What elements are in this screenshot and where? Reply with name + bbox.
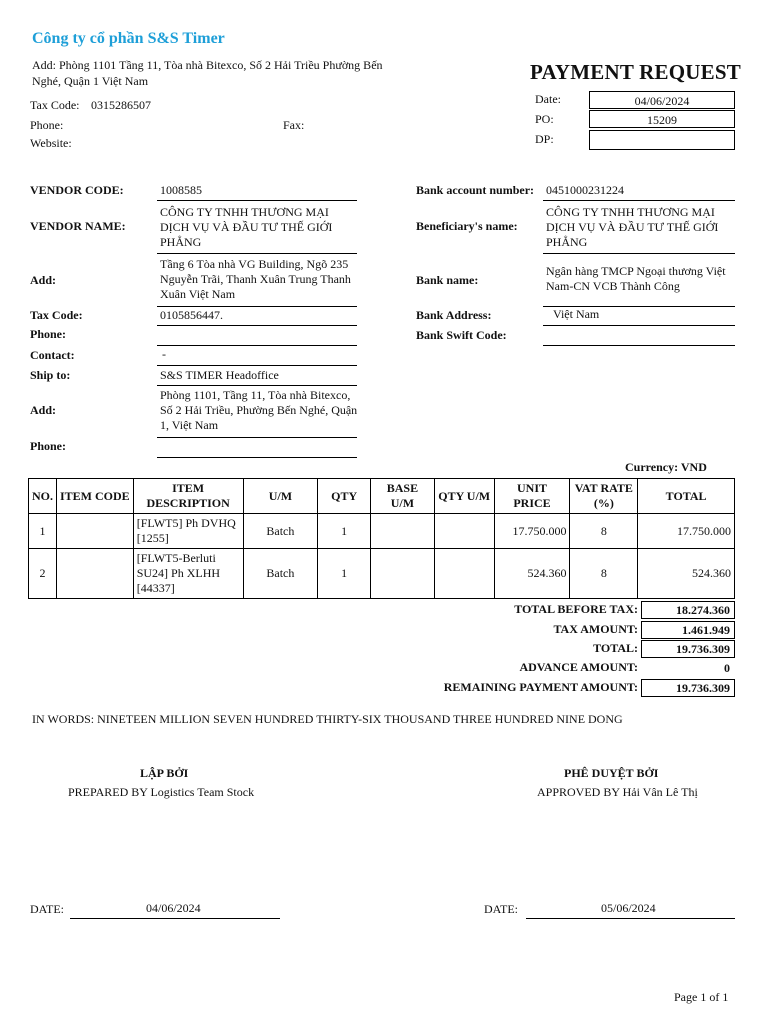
row-qty: 1: [318, 514, 371, 549]
row-qty: 1: [318, 549, 371, 599]
tax-code-label: Tax Code:: [30, 98, 80, 112]
tax-amount-label: TAX AMOUNT:: [553, 622, 638, 636]
divider: [157, 385, 357, 386]
ship-add-label: Add:: [30, 403, 57, 417]
row-total: 17.750.000: [638, 514, 735, 549]
total-value: 19.736.309: [641, 640, 735, 658]
table-header-row: [29, 479, 735, 514]
prepared-date-label: DATE:: [30, 902, 64, 916]
row-vat-rate: 8: [570, 514, 638, 549]
row-unit-price: 17.750.000: [494, 514, 570, 549]
advance-amount-value: 0: [724, 661, 730, 675]
col-unit-price: UNIT PRICE: [494, 479, 570, 514]
row-item-code: [57, 514, 134, 549]
prepared-title: LẬP BỞI: [140, 766, 189, 780]
beneficiary-value: CÔNG TY TNHH THƯƠNG MẠI DỊCH VỤ VÀ ĐẦU TƯ THẾ GIỚI PHẲNG: [546, 205, 719, 249]
divider: [157, 345, 357, 346]
prepared-by: PREPARED BY Logistics Team Stock: [68, 785, 255, 799]
company-name: Công ty cổ phần S&S Timer: [32, 30, 225, 47]
row-total: 524.360: [638, 549, 735, 599]
row-um: Batch: [243, 514, 318, 549]
divider: [157, 253, 357, 254]
vendor-tax-value: 0105856447.: [160, 308, 223, 322]
col-base-um: BASE U/M: [371, 479, 435, 514]
vendor-code-value: 1008585: [160, 183, 202, 197]
bank-account-label: Bank account number:: [416, 183, 535, 197]
total-before-tax-value: 18.274.360: [641, 601, 735, 619]
items-table: [28, 478, 735, 599]
divider: [543, 253, 735, 254]
row-vat-rate: 8: [570, 549, 638, 599]
signature-line: [526, 918, 735, 919]
vendor-contact-value: -: [162, 347, 166, 361]
prepared-date: 04/06/2024: [146, 901, 201, 915]
divider: [543, 200, 735, 201]
row-description: [FLWT5] Ph DVHQ [1255]: [133, 514, 243, 549]
vendor-phone-label: Phone:: [30, 327, 66, 341]
bank-name-value: Ngân hàng TMCP Ngoại thương Việt Nam-CN VCB Thành Công: [546, 264, 726, 293]
vendor-add-value: Tầng 6 Tòa nhà VG Building, Ngõ 235 Nguyễn Trãi, Thanh Xuân Trung Thanh Xuân Việt Nam: [160, 257, 351, 301]
ship-phone-label: Phone:: [30, 439, 66, 453]
amount-in-words: IN WORDS: NINETEEN MILLION SEVEN HUNDRED THIRTY-SIX THOUSAND THREE HUNDRED NINE DONG: [32, 712, 623, 726]
po-label: PO:: [535, 112, 554, 126]
row-no: 1: [29, 514, 57, 549]
row-base-um: [371, 514, 435, 549]
col-no: NO.: [29, 479, 57, 514]
divider: [157, 325, 357, 326]
divider: [543, 325, 735, 326]
signature-line: [70, 918, 280, 919]
divider: [543, 345, 735, 346]
vendor-contact-label: Contact:: [30, 348, 75, 362]
col-qty-um: QTY U/M: [434, 479, 494, 514]
col-item-description: ITEM DESCRIPTION: [133, 479, 243, 514]
document-title: PAYMENT REQUEST: [530, 60, 741, 84]
bank-account-value: 0451000231224: [546, 183, 624, 197]
row-base-um: [371, 549, 435, 599]
page-number: Page 1 of 1: [674, 990, 729, 1004]
divider: [157, 365, 357, 366]
dp-value: [589, 130, 735, 150]
col-qty: QTY: [318, 479, 371, 514]
col-um: U/M: [243, 479, 318, 514]
company-address: Add: Phòng 1101 Tầng 11, Tòa nhà Bitexco, Số 2 Hải Triều Phường Bến Nghé, Quận 1 Việt Nam: [32, 58, 383, 88]
remaining-payment-value: 19.736.309: [641, 679, 735, 697]
divider: [157, 306, 357, 307]
approved-date-label: DATE:: [484, 902, 518, 916]
website-label: Website:: [30, 136, 72, 150]
col-total: TOTAL: [638, 479, 735, 514]
fax-label: Fax:: [283, 118, 305, 132]
vendor-tax-label: Tax Code:: [30, 308, 83, 322]
row-item-code: [57, 549, 134, 599]
row-qty-um: [434, 514, 494, 549]
advance-amount-label: ADVANCE AMOUNT:: [519, 660, 638, 674]
approved-by: APPROVED BY Hải Vân Lê Thị: [537, 785, 698, 799]
col-item-code: ITEM CODE: [57, 479, 134, 514]
vendor-name-label: VENDOR NAME:: [30, 219, 126, 233]
currency: Currency: VND: [625, 460, 707, 474]
divider: [157, 457, 357, 458]
table-row: [29, 514, 735, 549]
tax-code-value: 0315286507: [91, 98, 151, 112]
vendor-name-value: CÔNG TY TNHH THƯƠNG MẠI DỊCH VỤ VÀ ĐẦU TƯ THẾ GIỚI PHẲNG: [160, 205, 333, 249]
row-description: [FLWT5-Berluti SU24] Ph XLHH [44337]: [133, 549, 243, 599]
bank-name-label: Bank name:: [416, 273, 479, 287]
row-um: Batch: [243, 549, 318, 599]
ship-to-label: Ship to:: [30, 368, 71, 382]
vendor-code-label: VENDOR CODE:: [30, 183, 124, 197]
ship-add-value: Phòng 1101, Tầng 11, Tòa nhà Bitexco, Số 2 Hải Triều, Phường Bến Nghé, Quận 1, Việt Nam: [160, 388, 358, 432]
divider: [157, 200, 357, 201]
bank-swift-label: Bank Swift Code:: [416, 328, 507, 342]
date-value: 04/06/2024: [589, 91, 735, 109]
date-label: Date:: [535, 92, 561, 106]
col-vat-rate: VAT RATE (%): [570, 479, 638, 514]
total-label: TOTAL:: [593, 641, 638, 655]
tax-amount-value: 1.461.949: [641, 621, 735, 639]
ship-to-value: S&S TIMER Headoffice: [160, 368, 279, 382]
remaining-payment-label: REMAINING PAYMENT AMOUNT:: [443, 680, 638, 694]
row-no: 2: [29, 549, 57, 599]
phone-label: Phone:: [30, 118, 64, 132]
approved-title: PHÊ DUYỆT BỞI: [564, 766, 659, 780]
po-value: 15209: [589, 110, 735, 128]
bank-address-value: Việt Nam: [553, 307, 600, 321]
row-unit-price: 524.360: [494, 549, 570, 599]
approved-date: 05/06/2024: [601, 901, 656, 915]
total-before-tax-label: TOTAL BEFORE TAX:: [514, 602, 638, 616]
bank-address-label: Bank Address:: [416, 308, 492, 322]
beneficiary-label: Beneficiary's name:: [416, 219, 518, 233]
table-row: [29, 549, 735, 599]
vendor-add-label: Add:: [30, 273, 57, 287]
row-qty-um: [434, 549, 494, 599]
dp-label: DP:: [535, 132, 554, 146]
divider: [157, 437, 357, 438]
